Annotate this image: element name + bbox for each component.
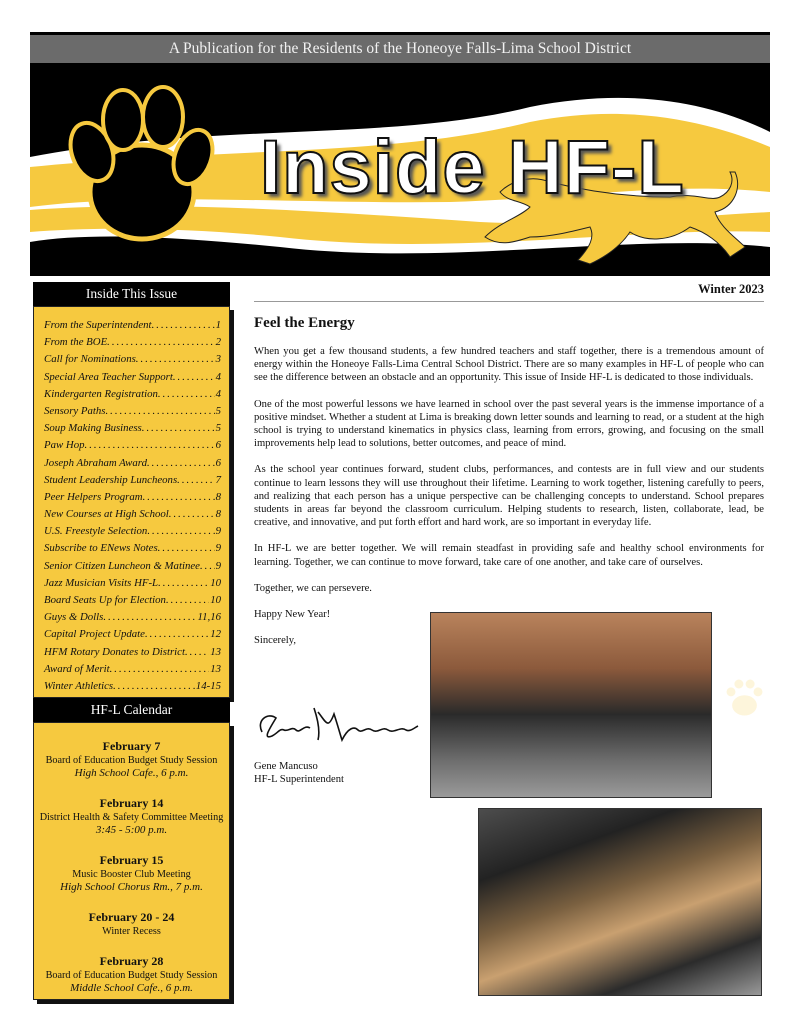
calendar-event bbox=[34, 909, 229, 938]
toc-item[interactable] bbox=[44, 506, 221, 523]
masthead-title: Inside HF-L bbox=[260, 125, 685, 210]
event-date: February 20 - 24 bbox=[88, 910, 175, 924]
pep-rally-photo bbox=[478, 808, 762, 996]
toc-item[interactable] bbox=[44, 489, 221, 506]
closing-line: Sincerely, bbox=[254, 635, 296, 647]
toc-item[interactable] bbox=[44, 351, 221, 368]
toc-item[interactable] bbox=[44, 420, 221, 437]
toc-item-label: Call for Nominations bbox=[44, 353, 136, 366]
author-name: Gene Mancuso bbox=[254, 761, 318, 772]
toc-leader bbox=[152, 317, 215, 334]
toc-item-label: Paw Hop bbox=[44, 439, 85, 452]
toc-item-label: Soup Making Business bbox=[44, 422, 142, 435]
toc-item[interactable] bbox=[44, 644, 221, 661]
toc-leader bbox=[107, 334, 214, 351]
event-date: February 15 bbox=[99, 853, 164, 867]
toc-item-page: 2 bbox=[215, 336, 221, 349]
calendar-event bbox=[34, 852, 229, 894]
toc-item[interactable] bbox=[44, 334, 221, 351]
toc-item-page: 6 bbox=[215, 439, 221, 452]
toc-item-page: 13 bbox=[210, 662, 221, 675]
toc-leader bbox=[158, 386, 215, 403]
event-title: Music Booster Club Meeting bbox=[72, 869, 191, 880]
tagline: A Publication for the Residents of the Honeoye Falls-Lima School District bbox=[30, 35, 770, 63]
toc-leader bbox=[143, 489, 215, 506]
toc-item-label: Subscribe to ENews Notes bbox=[44, 542, 158, 555]
calendar-event bbox=[34, 953, 229, 995]
event-details: High School Cafe., 6 p.m. bbox=[74, 767, 189, 779]
toc-item[interactable] bbox=[44, 575, 221, 592]
article-title: Feel the Energy bbox=[254, 315, 355, 331]
closing-line: Together, we can persevere. bbox=[254, 582, 372, 594]
toc-item[interactable] bbox=[44, 678, 221, 695]
calendar-event bbox=[34, 738, 229, 780]
toc-item-page: 4 bbox=[215, 370, 221, 383]
masthead-banner bbox=[30, 32, 770, 276]
event-title: Board of Education Budget Study Session bbox=[45, 970, 218, 981]
toc-leader bbox=[85, 437, 215, 454]
event-details: Middle School Cafe., 6 p.m. bbox=[70, 982, 193, 994]
toc-item-page: 10 bbox=[210, 576, 221, 589]
author-block bbox=[254, 760, 344, 786]
issue-date: Winter 2023 bbox=[254, 282, 764, 302]
toc-item[interactable] bbox=[44, 558, 221, 575]
toc-leader bbox=[147, 455, 215, 472]
toc-item-label: Capital Project Update bbox=[44, 628, 145, 641]
toc-leader bbox=[103, 609, 196, 626]
students-group-photo bbox=[430, 612, 712, 798]
table-of-contents bbox=[33, 306, 230, 698]
toc-leader bbox=[136, 351, 215, 368]
article-paragraph: One of the most powerful lessons we have learned in school over the past several years is the immense importance of a positive mindset. Whether a student at Lima is breaking down letter sounds and learning to read, or a student at the high school is trying to understand kinematics in physics class, learning from errors, growing, and focusing on the small improvements help lead to solutions, better outcomes, and peace of mind. bbox=[254, 398, 764, 450]
toc-item[interactable] bbox=[44, 386, 221, 403]
toc-item-label: Award of Merit bbox=[44, 662, 110, 675]
toc-item-page: 10 bbox=[210, 594, 221, 606]
toc-leader bbox=[158, 540, 215, 557]
toc-item[interactable] bbox=[44, 540, 221, 557]
toc-item[interactable] bbox=[44, 455, 221, 472]
toc-leader bbox=[200, 558, 215, 575]
event-date: February 14 bbox=[99, 796, 164, 810]
toc-item[interactable] bbox=[44, 661, 221, 678]
toc-leader bbox=[110, 661, 210, 678]
calendar bbox=[33, 722, 230, 1000]
toc-item-label: Guys & Dolls bbox=[44, 611, 104, 624]
toc-item-page: 14-15 bbox=[195, 679, 221, 692]
toc-leader bbox=[158, 575, 209, 592]
sidebar bbox=[33, 282, 230, 1000]
toc-item-page: 9 bbox=[215, 559, 221, 572]
author-title: HF-L Superintendent bbox=[254, 774, 344, 786]
toc-item-page: 5 bbox=[215, 404, 221, 417]
toc-leader bbox=[177, 472, 214, 489]
calendar-heading: HF-L Calendar bbox=[33, 698, 230, 722]
watermark-paw-icon bbox=[722, 675, 767, 720]
event-title: Board of Education Budget Study Session bbox=[45, 755, 218, 766]
event-title: District Health & Safety Committee Meeting bbox=[39, 812, 224, 823]
toc-item-label: From the BOE bbox=[44, 336, 108, 349]
toc-item-page: 11,16 bbox=[197, 611, 221, 624]
toc-item-label: From the Superintendent bbox=[44, 319, 152, 331]
article-paragraph: As the school year continues forward, student clubs, performances, and contests are in full view and our students continue to learn lessons they will use throughout their lifetime. Learning to work together, listening carefully to peers, and realizing that each person has a unique perspective can be challenging concepts to understand. School prepares students in areas far beyond the classroom curriculum. Helping students to research, listen, collaborate, lead, be creative, and innovative, and put forth effort and hard work, are so important in everyday life. bbox=[254, 464, 764, 529]
toc-heading: Inside This Issue bbox=[33, 282, 230, 306]
event-title: Winter Recess bbox=[102, 926, 161, 937]
toc-item-label: Kindergarten Registration bbox=[44, 387, 158, 400]
event-details: High School Chorus Rm., 7 p.m. bbox=[60, 881, 203, 893]
toc-leader bbox=[173, 369, 215, 386]
toc-item-page: 3 bbox=[215, 353, 221, 366]
toc-leader bbox=[185, 644, 209, 661]
toc-item-page: 1 bbox=[215, 319, 221, 331]
event-date: February 28 bbox=[99, 954, 164, 968]
toc-leader bbox=[169, 506, 215, 523]
toc-item-label: Senior Citizen Luncheon & Matinee bbox=[44, 559, 200, 572]
toc-leader bbox=[145, 626, 209, 643]
article-paragraph: In HF-L we are better together. We will remain steadfast in providing safe and healthy school environments for learning. Together, we can continue to move forward, take care of one another, and take care of ourselves. bbox=[254, 543, 764, 568]
toc-item[interactable] bbox=[44, 437, 221, 454]
toc-item[interactable] bbox=[44, 403, 221, 420]
toc-leader bbox=[147, 523, 214, 540]
toc-item-page: 12 bbox=[210, 628, 221, 641]
toc-item[interactable] bbox=[44, 472, 221, 489]
toc-item-page: 7 bbox=[215, 473, 221, 486]
toc-item[interactable] bbox=[44, 523, 221, 540]
event-date: February 7 bbox=[102, 739, 161, 753]
closing-line: Happy New Year! bbox=[254, 609, 331, 621]
toc-item-label: Board Seats Up for Election bbox=[44, 594, 166, 606]
toc-item-page: 5 bbox=[215, 422, 221, 435]
calendar-event bbox=[34, 795, 229, 837]
toc-leader bbox=[105, 403, 214, 420]
article bbox=[254, 282, 764, 660]
toc-item-label: Joseph Abraham Award bbox=[44, 456, 147, 469]
toc-item-page: 8 bbox=[215, 490, 221, 503]
toc-item[interactable] bbox=[44, 592, 221, 609]
toc-leader bbox=[113, 678, 195, 695]
toc-item-page: 6 bbox=[215, 456, 221, 469]
toc-item-page: 8 bbox=[215, 508, 221, 521]
article-paragraph: When you get a few thousand students, a few hundred teachers and staff together, there is a tremendous amount of energy within the Honeoye Falls-Lima Central School District. There are so many examples in HF-L of people who can see the difference between an obstacle and an opportunity. This issue of Inside HF-L is dedicated to those individuals. bbox=[254, 346, 764, 384]
signature bbox=[254, 700, 424, 750]
toc-item-page: 9 bbox=[215, 525, 221, 538]
toc-item[interactable] bbox=[44, 609, 221, 626]
toc-item-label: Winter Athletics bbox=[44, 679, 114, 692]
toc-item-label: New Courses at High School bbox=[44, 508, 169, 521]
toc-item[interactable] bbox=[44, 369, 221, 386]
toc-leader bbox=[142, 420, 215, 437]
toc-item-page: 4 bbox=[215, 387, 221, 400]
toc-item-page: 13 bbox=[210, 645, 221, 658]
toc-item-label: Student Leadership Luncheons bbox=[44, 473, 178, 486]
toc-item[interactable] bbox=[44, 626, 221, 643]
toc-item[interactable] bbox=[44, 317, 221, 334]
toc-item-label: Peer Helpers Program bbox=[44, 490, 143, 503]
toc-item-page: 9 bbox=[215, 542, 221, 555]
toc-item-label: HFM Rotary Donates to District bbox=[44, 645, 185, 658]
toc-item-label: Special Area Teacher Support bbox=[44, 370, 173, 383]
toc-item-label: Jazz Musician Visits HF-L bbox=[44, 576, 159, 589]
toc-item-label: Sensory Paths bbox=[44, 404, 106, 417]
event-details: 3:45 - 5:00 p.m. bbox=[95, 824, 168, 836]
toc-item-label: U.S. Freestyle Selection bbox=[44, 525, 148, 538]
toc-leader bbox=[166, 592, 209, 609]
